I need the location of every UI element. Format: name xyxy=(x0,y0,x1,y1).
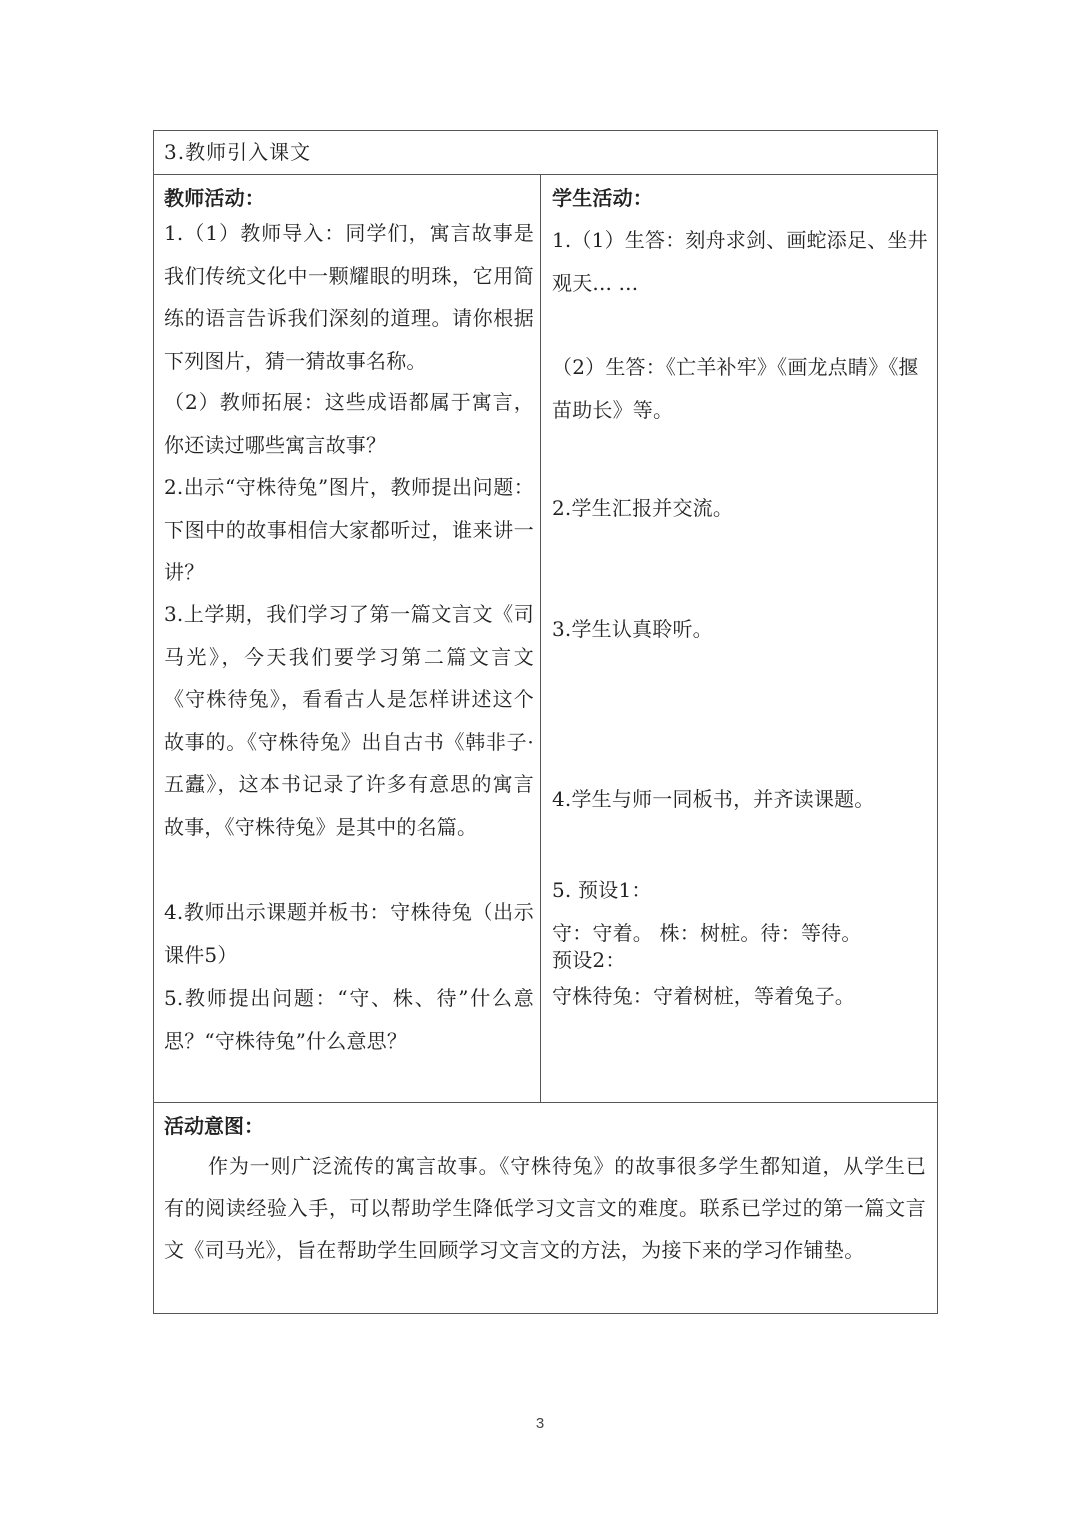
student-item-6-preset-2: 预设2： xyxy=(552,948,626,972)
section-header-row xyxy=(154,131,937,175)
column-divider xyxy=(540,175,541,1102)
teacher-paragraph-3: 2.出示“守株待兔”图片，教师提出问题：下图中的故事相信大家都听过，谁来讲一讲？ xyxy=(164,475,534,584)
student-item-4: 3.学生认真聆听。 xyxy=(552,617,713,641)
student-item-6-answer-2: 守株待兔：守着树桩，等着兔子。 xyxy=(552,984,855,1008)
student-item-5: 4.学生与师一同板书，并齐读课题。 xyxy=(552,787,875,811)
student-item-6-answer-1: 守：守着。 株：树桩。待：等待。 xyxy=(552,921,862,945)
student-item-6-preset-1: 5. 预设1： xyxy=(552,878,652,902)
activities-row xyxy=(154,175,937,1103)
activity-intent-row xyxy=(154,1103,937,1315)
student-activity-heading: 学生活动： xyxy=(552,186,653,210)
activity-intent-heading: 活动意图： xyxy=(164,1114,264,1138)
teacher-paragraph-6: 5.教师提出问题：“守、株、待”什么意思？“守株待兔”什么意思？ xyxy=(164,986,534,1053)
teacher-paragraph-1: 1.（1）教师导入：同学们，寓言故事是我们传统文化中一颗耀眼的明珠，它用简练的语言告诉我们深刻的道理。请你根据下列图片，猜一猜故事名称。 xyxy=(164,221,534,373)
activity-intent-text: 作为一则广泛流传的寓言故事。《守株待兔》的故事很多学生都知道，从学生已有的阅读经验入手，可以帮助学生降低学习文言文的难度。联系已学过的第一篇文言文《司马光》，旨在帮助学生回顾学习文言文的方法，为接下来的学习作铺垫。 xyxy=(164,1154,926,1262)
teacher-paragraph-4: 3.上学期，我们学习了第一篇文言文《司马光》，今天我们要学习第二篇文言文《守株待兔》，看看古人是怎样讲述这个故事的。《守株待兔》出自古书《韩非子·五蠹》，这本书记录了许多有意思的寓言故事，《守株待兔》是其中的名篇。 xyxy=(164,602,534,839)
lesson-plan-table xyxy=(153,130,938,1314)
section-title: 3.教师引入课文 xyxy=(164,140,312,164)
student-item-1: 1.（1）生答：刻舟求剑、画蛇添足、坐井观天... ... xyxy=(552,228,928,295)
student-item-3: 2.学生汇报并交流。 xyxy=(552,496,734,520)
student-activity-column xyxy=(542,175,939,1102)
teacher-paragraph-5: 4.教师出示课题并板书：守株待兔（出示课件5） xyxy=(164,900,534,967)
teacher-paragraph-2: （2）教师拓展：这些成语都属于寓言，你还读过哪些寓言故事？ xyxy=(164,390,534,457)
student-item-2: （2）生答：《亡羊补牢》《画龙点睛》《揠苗助长》等。 xyxy=(552,355,919,422)
page-number: 3 xyxy=(535,1415,545,1432)
teacher-activity-column xyxy=(154,175,540,1102)
teacher-activity-heading: 教师活动： xyxy=(164,186,265,210)
